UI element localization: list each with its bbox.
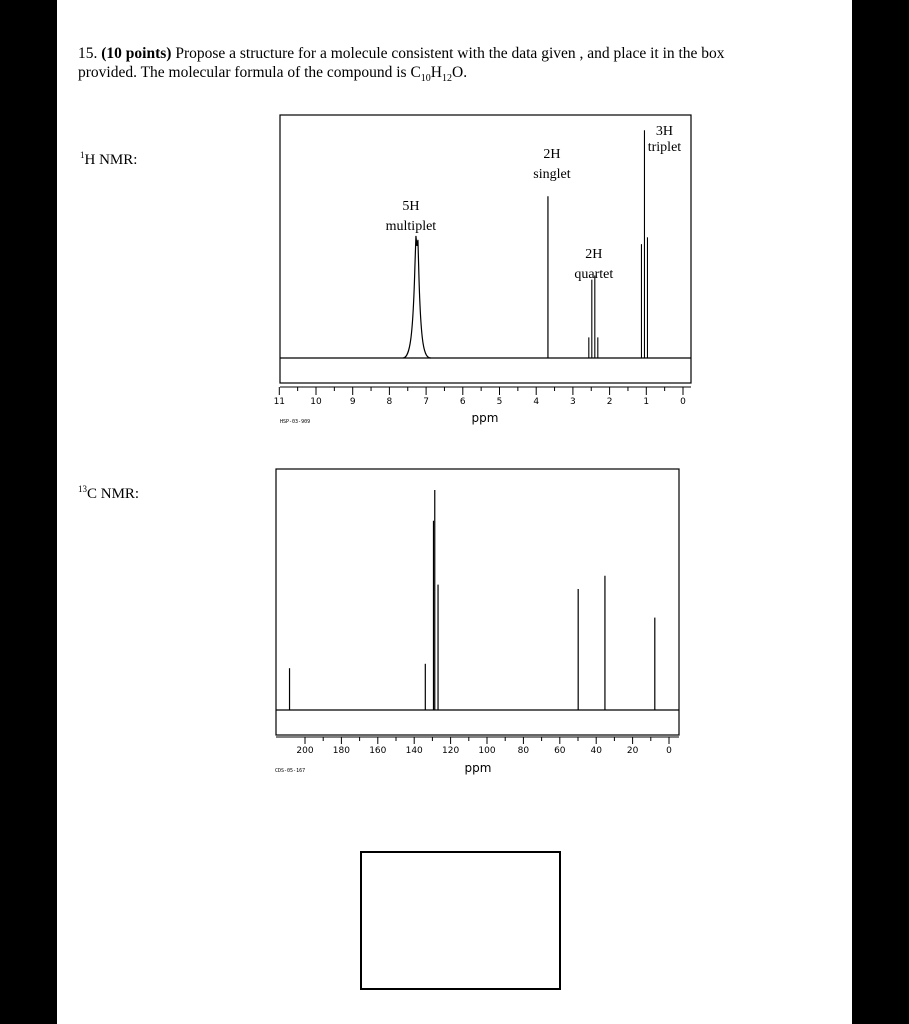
h-nmr-tick-label: 4 xyxy=(533,397,540,407)
h-nmr-tick-label: 8 xyxy=(386,397,393,407)
answer-box[interactable] xyxy=(360,851,561,990)
h-nmr-annotation-integration: 2H xyxy=(585,247,603,262)
c-nmr-tick-label: 40 xyxy=(590,746,602,756)
h-nmr-tick-label: 11 xyxy=(273,397,286,407)
h-nmr-tick-label: 6 xyxy=(459,397,466,407)
c-nmr-label-sup: 13 xyxy=(78,484,87,494)
h-nmr-annotation-integration: 5H xyxy=(402,199,420,214)
h-nmr-annotation-multiplicity: quartet xyxy=(574,267,614,282)
h-nmr-xlabel: ppm xyxy=(471,411,499,425)
c-nmr-tick-label: 200 xyxy=(296,746,314,756)
formula-subscript-c: 10 xyxy=(420,73,431,85)
h-nmr-annotation-multiplicity: triplet xyxy=(647,140,682,155)
h-nmr-annotation-integration: 2H xyxy=(543,147,561,162)
c-nmr-code: CDS-05-167 xyxy=(275,768,306,774)
c-nmr-tick-label: 100 xyxy=(478,746,496,756)
h-nmr-annotation-multiplicity: multiplet xyxy=(385,219,437,234)
h-nmr-annotation-integration: 3H xyxy=(655,124,674,139)
h-nmr-tick-label: 1 xyxy=(643,397,650,407)
h-nmr-tick-label: 3 xyxy=(570,397,576,407)
h-nmr-tick-label: 7 xyxy=(423,397,429,407)
c-nmr-tick-label: 120 xyxy=(442,746,460,756)
c-nmr-tick-label: 20 xyxy=(626,746,639,756)
question-number: 15. xyxy=(78,45,98,62)
c-nmr-tick-label: 0 xyxy=(666,746,672,756)
c-nmr-tick-label: 60 xyxy=(554,746,566,756)
h-nmr-tick-label: 0 xyxy=(680,397,686,407)
h-nmr-label-sup: 1 xyxy=(80,150,85,160)
h-nmr-tick-label: 10 xyxy=(310,397,322,407)
formula-end: O. xyxy=(452,64,468,81)
formula-h: H xyxy=(430,64,442,81)
h-nmr-peak-multiplet xyxy=(403,236,431,358)
question-body: Propose a structure for a molecule consistent with the data given , and place it in the box provided. The molecular formula of the compound is C xyxy=(78,45,725,81)
formula-subscript-h: 12 xyxy=(442,73,452,85)
h-nmr-label-text: H NMR: xyxy=(84,152,138,168)
h-nmr-code: HSP-03-909 xyxy=(280,419,311,425)
h-nmr-frame xyxy=(280,115,691,383)
c-nmr-tick-label: 160 xyxy=(369,746,387,756)
h-nmr-tick-label: 5 xyxy=(496,397,503,407)
h-nmr-peak-quartet xyxy=(589,276,598,359)
c-nmr-tick-label: 180 xyxy=(332,746,350,756)
c-nmr-label-text: C NMR: xyxy=(87,486,140,502)
c-nmr-tick-label: 140 xyxy=(405,746,423,756)
h-nmr-annotation-multiplicity: singlet xyxy=(533,167,571,182)
h-nmr-tick-label: 2 xyxy=(606,397,613,407)
h-nmr-tick-label: 9 xyxy=(349,397,356,407)
h-nmr-peak-triplet xyxy=(641,130,647,358)
question-points: (10 points) xyxy=(101,45,172,62)
c-nmr-tick-label: 80 xyxy=(517,746,530,756)
c-nmr-xlabel: ppm xyxy=(464,761,492,775)
